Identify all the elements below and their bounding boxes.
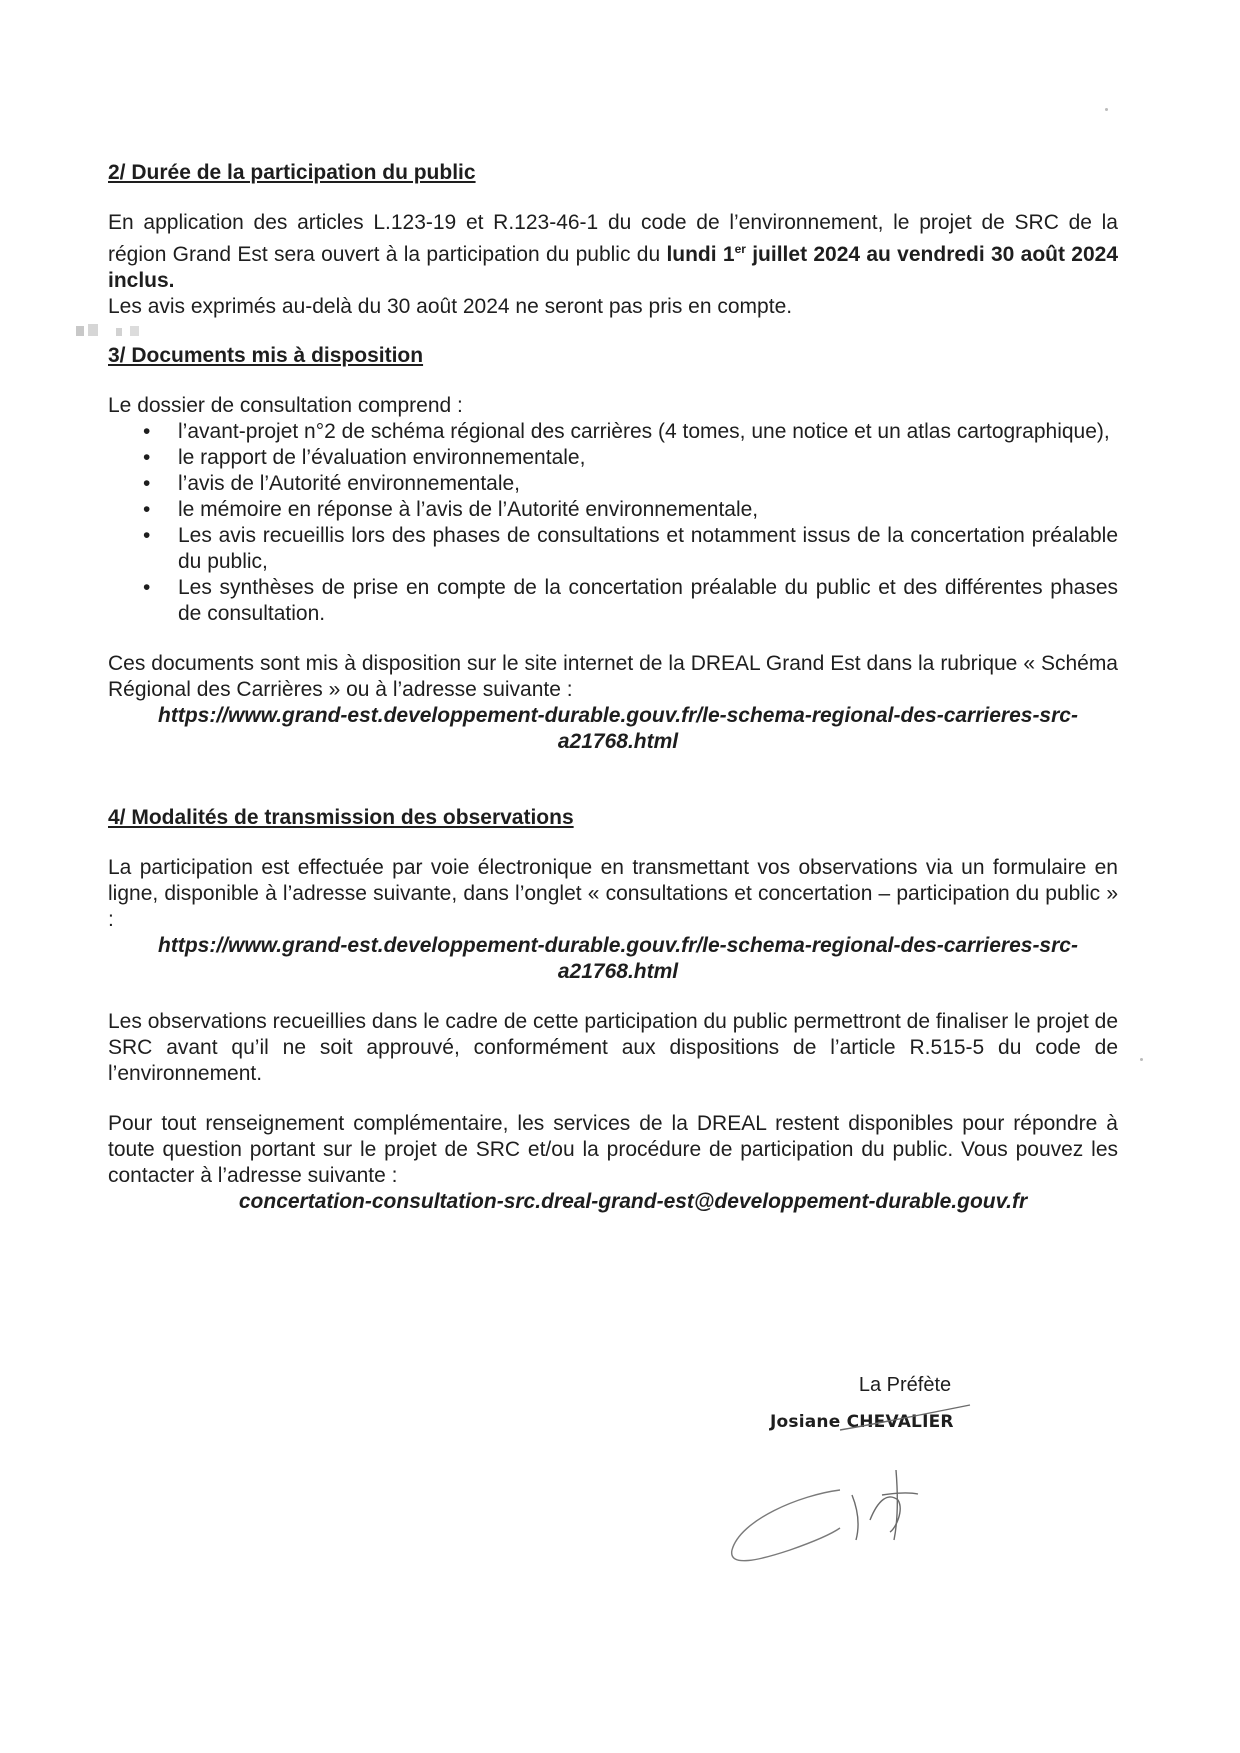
list-item: • Les synthèses de prise en compte de la concertation préalable du public et des différentes phases de consultation.: [178, 575, 1118, 627]
document-body: [108, 160, 1118, 1215]
section-4-url-line-2[interactable]: a21768.html: [557, 960, 679, 983]
list-item: • le mémoire en réponse à l’avis de l’Autorité environnementale,: [178, 497, 1118, 523]
section-2-date-start: lundi 1: [666, 243, 735, 266]
section-3-url-line-1[interactable]: https://www.grand-est.developpement-durable.gouv.fr/le-schema-regional-des-carrieres-src-: [158, 704, 1078, 727]
signature-title: La Préfète: [858, 1374, 952, 1396]
section-4-paragraph-1: La participation est effectuée par voie électronique en transmettant vos observations via un formulaire en ligne, disponible à l’adresse suivante, dans l’onglet « consultations et concertation – participation du public » :: [108, 856, 1118, 931]
section-3-heading: 3/ Documents mis à disposition: [108, 344, 424, 367]
section-4-paragraph-3: Pour tout renseignement complémentaire, les services de la DREAL restent disponibles pour répondre à toute question portant sur le projet de SRC et/ou la procédure de participation du public. Vous pouvez les contacter à l’adresse suivante :: [108, 1112, 1118, 1187]
section-2-heading: 2/ Durée de la participation du public: [108, 161, 476, 184]
section-3-intro: Le dossier de consultation comprend :: [108, 394, 463, 417]
section-3-url-line-2[interactable]: a21768.html: [557, 730, 679, 753]
section-2-paragraph: [108, 210, 1118, 294]
list-item: • le rapport de l’évaluation environnementale,: [178, 445, 1118, 471]
contact-email[interactable]: concertation-consultation-src.dreal-grand-est@developpement-durable.gouv.fr: [238, 1190, 1028, 1213]
section-4-heading: 4/ Modalités de transmission des observations: [108, 806, 574, 829]
signatory-name: Josiane CHEVALIER: [770, 1412, 954, 1432]
handwritten-signature: [720, 1400, 1000, 1580]
section-4-url-line-1[interactable]: https://www.grand-est.developpement-durable.gouv.fr/le-schema-regional-des-carrieres-src-: [158, 934, 1078, 957]
scan-speck: [1140, 1058, 1143, 1061]
superscript-er: er: [734, 242, 746, 256]
scan-speck: [1105, 108, 1108, 111]
scan-artifact: [76, 320, 166, 342]
section-2-date-end: juillet 2024 au vendredi 30 août 2024 inclus.: [108, 243, 1119, 292]
list-item: • l’avant-projet n°2 de schéma régional des carrières (4 tomes, une notice et un atlas cartographique),: [178, 419, 1118, 445]
documents-list: [108, 419, 1118, 627]
section-2-text: En application des articles L.123-19 et R.123-46-1 du code de l’environnement, le projet de SRC de la région Grand Est sera ouvert à la participation du public du: [108, 211, 1118, 266]
section-4-paragraph-2: Les observations recueillies dans le cadre de cette participation du public permettront de finaliser le projet de SRC avant qu’il ne soit approuvé, conformément aux dispositions de l’article R.515-5 du code de l’environnement.: [108, 1010, 1118, 1085]
list-item: • Les avis recueillis lors des phases de consultations et notamment issus de la concertation préalable du public,: [178, 523, 1118, 575]
section-2-deadline-note: Les avis exprimés au-delà du 30 août 2024 ne seront pas pris en compte.: [108, 295, 793, 318]
list-item: • l’avis de l’Autorité environnementale,: [178, 471, 1118, 497]
section-3-paragraph: Ces documents sont mis à disposition sur le site internet de la DREAL Grand Est dans la rubrique « Schéma Régional des Carrières » ou à l’adresse suivante :: [108, 652, 1118, 701]
